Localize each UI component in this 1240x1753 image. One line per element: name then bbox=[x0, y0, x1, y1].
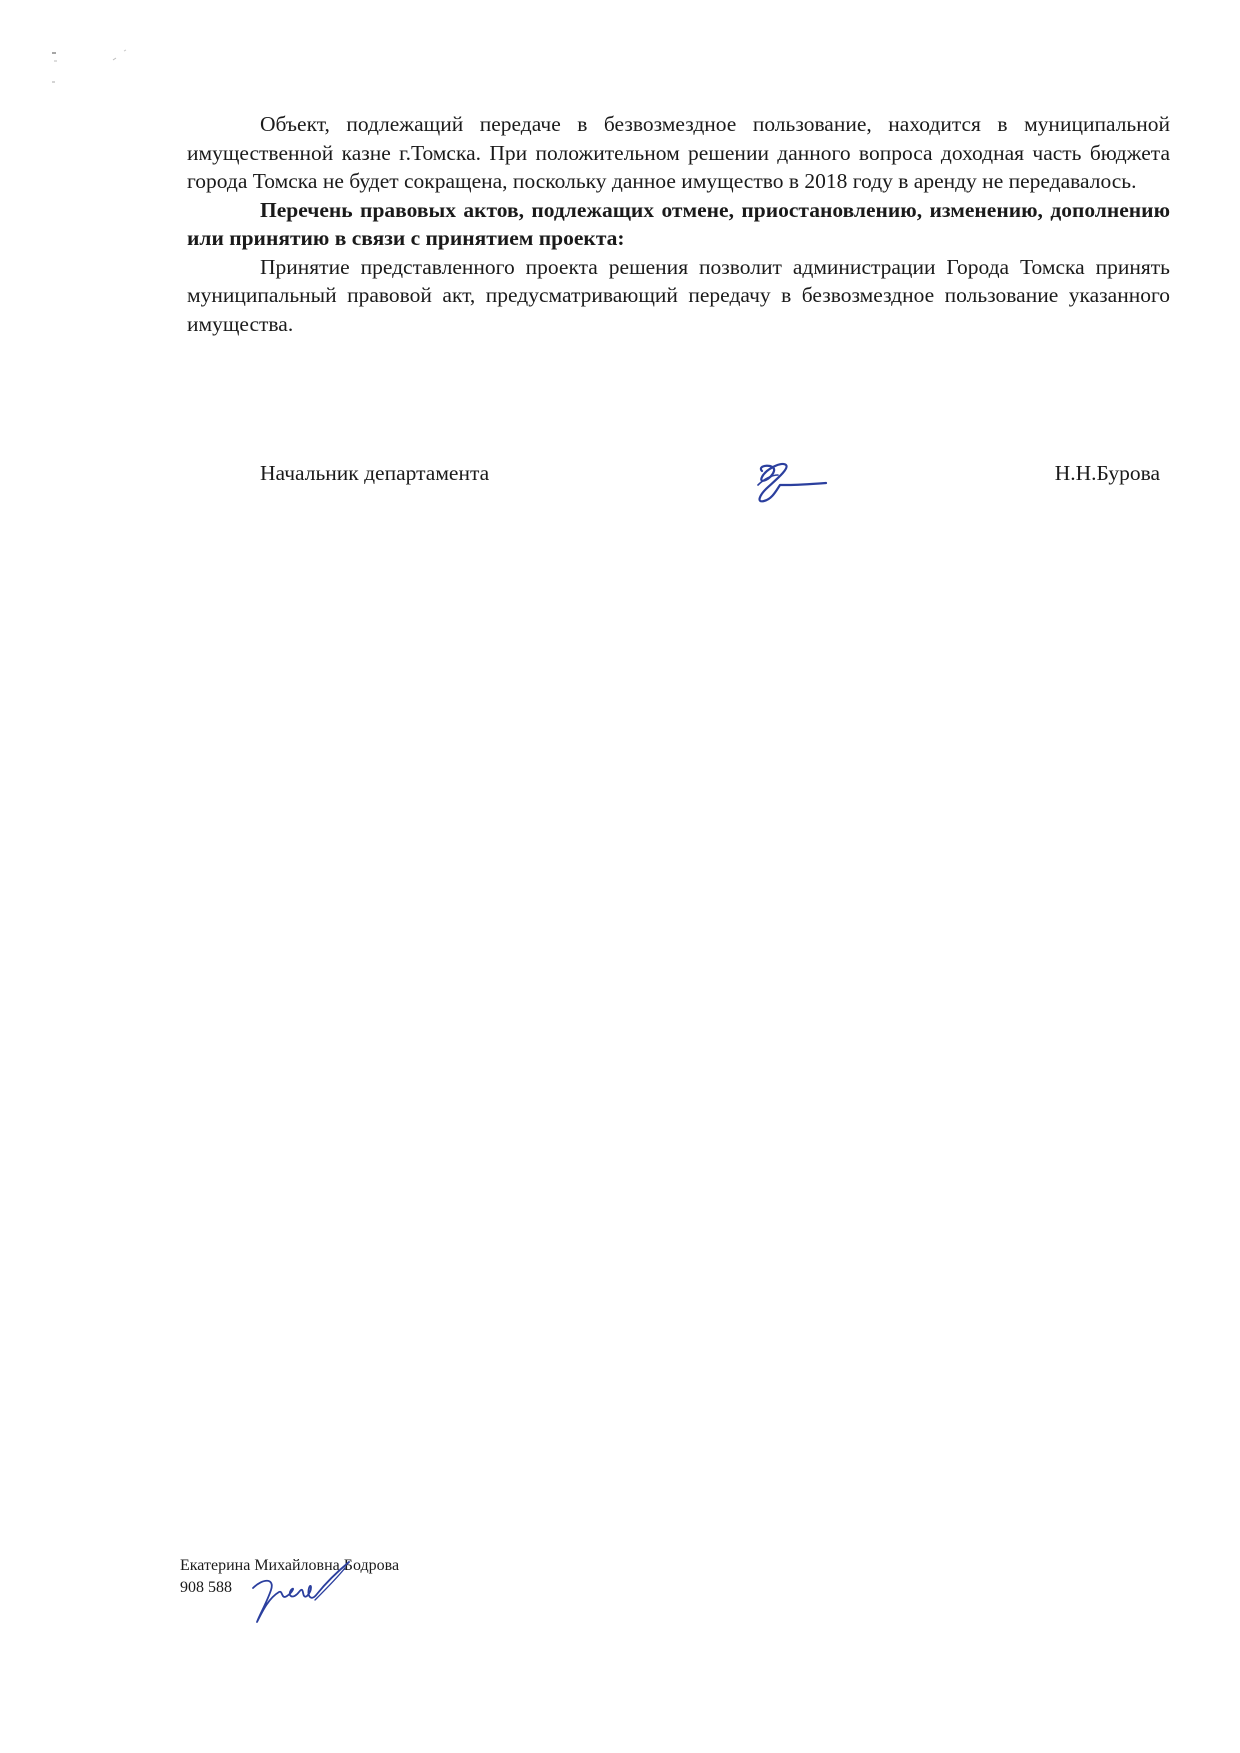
paragraph-legal-acts-heading: Перечень правовых актов, подлежащих отмене, приостановлению, изменению, дополнению или принятию в связи с принятием проекта: bbox=[187, 197, 1170, 250]
executor-phone: 908 588 bbox=[180, 1579, 232, 1596]
signature-block bbox=[187, 455, 1170, 515]
executor-contact bbox=[180, 1556, 500, 1636]
executor-name: Екатерина Михайловна Бодрова bbox=[180, 1557, 400, 1574]
paragraph-property-status: Объект, подлежащий передаче в безвозмездное пользование, находится в муниципальной имущественной казне г.Томска. При положительном решении данного вопроса доходная часть бюджета города Томска не будет сокращена, поскольку данное имущество в 2018 году в аренду не передавалось. bbox=[187, 112, 1170, 193]
handwritten-signature bbox=[742, 455, 832, 507]
signer-position: Начальник департамента bbox=[260, 461, 490, 485]
paragraph-legal-acts-text: Принятие представленного проекта решения позволит администрации Города Томска принять муниципальный правовой акт, предусматривающий передачу в безвозмездное пользование указанного имущества. bbox=[187, 254, 1170, 336]
document-body bbox=[187, 110, 1170, 338]
signer-name: Н.Н.Бурова bbox=[1054, 461, 1160, 485]
executor-initials-signature bbox=[245, 1560, 355, 1626]
scan-artifact-marks bbox=[40, 40, 140, 100]
